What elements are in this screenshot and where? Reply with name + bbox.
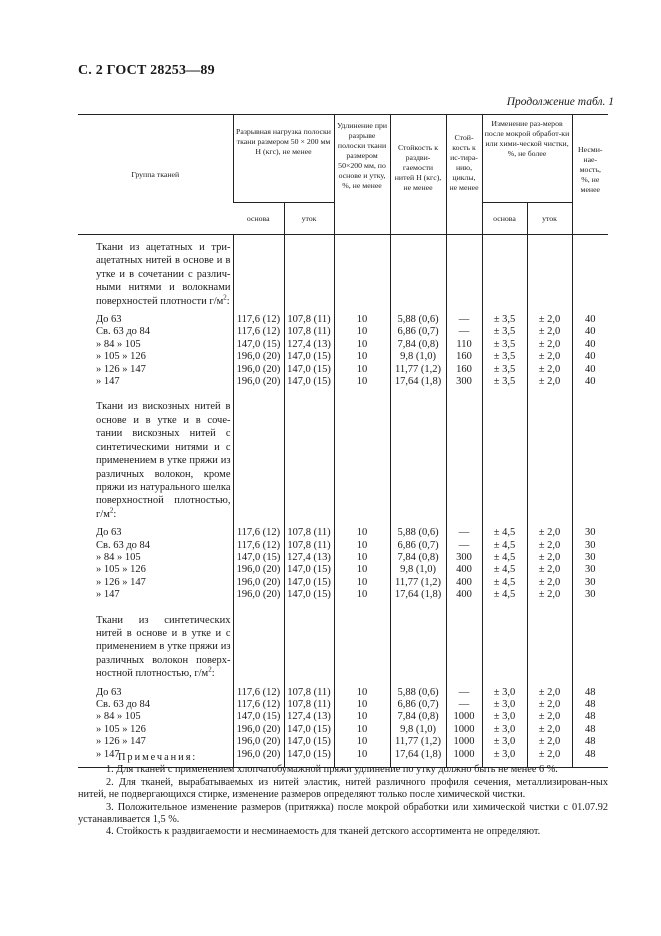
section-title-text: Ткани из ацетатных и три-ацетатных нитей в основе и в утке и в сочетании с различ-ными нитями и волокнами поверхностей плотности г/м	[96, 242, 231, 307]
table-row	[78, 724, 608, 736]
cell-elongation: 10	[334, 376, 390, 388]
cell-abrasion: 400	[446, 564, 482, 576]
cell-load-utok: 107,8 (11)	[284, 527, 334, 539]
cell-load-utok: 147,0 (15)	[284, 589, 334, 601]
cell-fray: 40	[572, 351, 608, 363]
cell-load-osnova: 117,6 (12)	[233, 540, 284, 552]
cell-slip-resistance: 6,86 (0,7)	[390, 699, 446, 711]
cell-load-utok: 107,8 (11)	[284, 687, 334, 699]
cell-elongation: 10	[334, 326, 390, 338]
empty-cell	[482, 608, 527, 687]
cell-row-group: » 105 » 126	[96, 564, 146, 576]
cell-slip-resistance: 17,64 (1,8)	[390, 749, 446, 761]
col-load-utok: уток	[284, 203, 334, 235]
cell-dim-osnova: ± 3,0	[482, 711, 527, 723]
cell-dim-osnova: ± 3,5	[482, 364, 527, 376]
cell-abrasion: —	[446, 314, 482, 326]
cell-row-group: » 147	[96, 748, 120, 760]
col-abrasion: Стой-кость к ис-тира-нию, циклы, не менее	[446, 115, 482, 235]
cell-fray: 48	[572, 711, 608, 723]
cell-elongation: 10	[334, 314, 390, 326]
cell-dim-osnova: ± 4,5	[482, 577, 527, 589]
cell-dim-utok: ± 2,0	[527, 552, 572, 564]
col-slip-resistance: Стойкость к раздви-гаемости нитей Н (кгс), не менее	[390, 115, 446, 235]
empty-cell	[527, 394, 572, 527]
cell-slip-resistance: 9,8 (1,0)	[390, 724, 446, 736]
section-title-text: Ткани из синтетических нитей в основе и в утке и с применением в утке пряжи из различных волокон поверх-ностной плотностью, г/м	[96, 614, 231, 680]
cell-dim-osnova: ± 3,5	[482, 376, 527, 388]
cell-row-group: » 105 » 126	[96, 351, 146, 363]
cell-dim-osnova: ± 4,5	[482, 589, 527, 601]
empty-cell	[482, 235, 527, 315]
cell-slip-resistance: 11,77 (1,2)	[390, 736, 446, 748]
unit-suffix: :	[211, 668, 215, 680]
cell-dim-osnova: ± 3,0	[482, 749, 527, 761]
empty-cell	[284, 608, 334, 687]
cell-dim-utok: ± 2,0	[527, 589, 572, 601]
empty-cell	[390, 235, 446, 315]
cell-load-osnova: 196,0 (20)	[233, 736, 284, 748]
cell-load-osnova: 196,0 (20)	[233, 577, 284, 589]
table-row	[78, 687, 608, 699]
empty-cell	[284, 235, 334, 315]
empty-cell	[446, 235, 482, 315]
empty-cell	[334, 608, 390, 687]
cell-abrasion: 160	[446, 364, 482, 376]
cell-row-group: » 147	[96, 376, 120, 388]
section-title	[78, 235, 233, 315]
cell-slip-resistance: 17,64 (1,8)	[390, 376, 446, 388]
col-dim-utok: уток	[527, 203, 572, 235]
table-row	[78, 314, 608, 326]
notes	[78, 752, 608, 839]
cell-abrasion: 1000	[446, 724, 482, 736]
cell-load-osnova: 196,0 (20)	[233, 376, 284, 388]
cell-fray: 48	[572, 699, 608, 711]
cell-dim-osnova: ± 4,5	[482, 540, 527, 552]
table-row	[78, 699, 608, 711]
cell-slip-resistance: 6,86 (0,7)	[390, 540, 446, 552]
cell-row-group: » 84 » 105	[96, 551, 141, 563]
cell-elongation: 10	[334, 749, 390, 761]
cell-load-osnova: 196,0 (20)	[233, 749, 284, 761]
empty-cell	[527, 235, 572, 315]
empty-cell	[390, 394, 446, 527]
cell-abrasion: —	[446, 687, 482, 699]
cell-elongation: 10	[334, 540, 390, 552]
empty-cell	[572, 235, 608, 315]
cell-dim-utok: ± 2,0	[527, 364, 572, 376]
section-row	[78, 608, 608, 687]
cell-dim-utok: ± 2,0	[527, 699, 572, 711]
table-row	[78, 564, 608, 576]
cell-fray: 30	[572, 564, 608, 576]
cell-dim-utok: ± 2,0	[527, 749, 572, 761]
cell-fray: 30	[572, 540, 608, 552]
cell-load-utok: 147,0 (15)	[284, 351, 334, 363]
cell-load-osnova: 147,0 (15)	[233, 711, 284, 723]
section-title	[78, 394, 233, 527]
cell-load-utok: 127,4 (13)	[284, 339, 334, 351]
cell-dim-osnova: ± 3,5	[482, 351, 527, 363]
table-row	[78, 326, 608, 338]
cell-dim-osnova: ± 3,0	[482, 724, 527, 736]
cell-load-utok: 147,0 (15)	[284, 364, 334, 376]
cell-dim-osnova: ± 3,0	[482, 687, 527, 699]
cell-dim-utok: ± 2,0	[527, 339, 572, 351]
section-title-text: Ткани из вискозных нитей в основе и в утке и в соче-тании вискозных нитей с синтетическими нитями и с применением в утке пряжи из различных волокон, кроме пряжи из натурального шелка поверхностной плотностью, г/м	[96, 401, 231, 520]
cell-slip-resistance: 7,84 (0,8)	[390, 552, 446, 564]
cell-fray: 40	[572, 314, 608, 326]
cell-elongation: 10	[334, 552, 390, 564]
cell-fray: 40	[572, 364, 608, 376]
cell-fray: 48	[572, 749, 608, 761]
cell-slip-resistance: 5,88 (0,6)	[390, 314, 446, 326]
cell-abrasion: 110	[446, 339, 482, 351]
cell-row-group: » 105 » 126	[96, 723, 146, 735]
cell-dim-utok: ± 2,0	[527, 711, 572, 723]
section-row	[78, 235, 608, 315]
unit-superscript: 2	[109, 506, 114, 515]
table-row	[78, 589, 608, 601]
empty-cell	[527, 608, 572, 687]
cell-load-osnova: 147,0 (15)	[233, 552, 284, 564]
unit-suffix: :	[113, 508, 117, 520]
cell-dim-utok: ± 2,0	[527, 376, 572, 388]
empty-cell	[284, 394, 334, 527]
cell-abrasion: 160	[446, 351, 482, 363]
table-row	[78, 351, 608, 363]
table-row	[78, 339, 608, 351]
note-item: 2. Для тканей, вырабатываемых из нитей эластик, нитей различного профиля сечения, металлизирован-ных нитей, не подвергающихся стирке, изменение размеров определяют только после химической чистки.	[78, 776, 608, 801]
cell-row-group: Св. 63 до 84	[96, 699, 151, 710]
col-group: Группа тканей	[78, 115, 233, 235]
page-header: С. 2 ГОСТ 28253—89	[78, 63, 215, 78]
cell-load-osnova: 117,6 (12)	[233, 699, 284, 711]
cell-slip-resistance: 11,77 (1,2)	[390, 577, 446, 589]
cell-abrasion: 1000	[446, 749, 482, 761]
cell-dim-utok: ± 2,0	[527, 687, 572, 699]
cell-slip-resistance: 11,77 (1,2)	[390, 364, 446, 376]
cell-dim-utok: ± 2,0	[527, 724, 572, 736]
table-row	[78, 577, 608, 589]
cell-load-utok: 107,8 (11)	[284, 699, 334, 711]
cell-load-utok: 107,8 (11)	[284, 540, 334, 552]
cell-abrasion: 1000	[446, 711, 482, 723]
col-breaking-load: Разрывная нагрузка полоски ткани размером 50 × 200 мм Н (кгс), не менее	[233, 115, 334, 203]
empty-cell	[482, 394, 527, 527]
cell-load-osnova: 196,0 (20)	[233, 589, 284, 601]
cell-abrasion: 300	[446, 376, 482, 388]
cell-load-utok: 147,0 (15)	[284, 724, 334, 736]
cell-elongation: 10	[334, 351, 390, 363]
cell-slip-resistance: 7,84 (0,8)	[390, 711, 446, 723]
cell-row-group: » 126 » 147	[96, 736, 146, 748]
cell-dim-utok: ± 2,0	[527, 326, 572, 338]
cell-fray: 30	[572, 552, 608, 564]
cell-dim-osnova: ± 4,5	[482, 564, 527, 576]
cell-load-osnova: 196,0 (20)	[233, 351, 284, 363]
note-item: 1. Для тканей с применением хлопчатобумажной пряжи удлинение по утку должно быть не менее 6 %.	[106, 764, 558, 776]
cell-fray: 30	[572, 577, 608, 589]
cell-fray: 48	[572, 724, 608, 736]
cell-elongation: 10	[334, 699, 390, 711]
cell-fray: 30	[572, 527, 608, 539]
cell-fray: 40	[572, 326, 608, 338]
cell-elongation: 10	[334, 577, 390, 589]
cell-load-utok: 147,0 (15)	[284, 736, 334, 748]
col-load-osnova: основа	[233, 203, 284, 235]
table-row	[78, 552, 608, 564]
cell-elongation: 10	[334, 564, 390, 576]
cell-elongation: 10	[334, 589, 390, 601]
cell-row-group: » 126 » 147	[96, 363, 146, 375]
notes-title: Примечания:	[118, 752, 198, 763]
cell-load-osnova: 117,6 (12)	[233, 687, 284, 699]
cell-elongation: 10	[334, 736, 390, 748]
cell-abrasion: 400	[446, 589, 482, 601]
cell-dim-osnova: ± 3,0	[482, 699, 527, 711]
cell-elongation: 10	[334, 711, 390, 723]
unit-superscript: 2	[223, 293, 227, 302]
cell-slip-resistance: 17,64 (1,8)	[390, 589, 446, 601]
cell-elongation: 10	[334, 527, 390, 539]
section-title	[78, 608, 233, 687]
cell-elongation: 10	[334, 687, 390, 699]
cell-load-osnova: 117,6 (12)	[233, 326, 284, 338]
table-row	[78, 736, 608, 748]
note-item: 3. Положительное изменение размеров (притяжка) после мокрой обработки или химической чистки с 01.07.92 устанавливается 1,5 %.	[78, 801, 608, 826]
cell-abrasion: —	[446, 527, 482, 539]
cell-row-group: До 63	[96, 527, 122, 539]
cell-dim-utok: ± 2,0	[527, 564, 572, 576]
cell-dim-osnova: ± 4,5	[482, 527, 527, 539]
table-row	[78, 711, 608, 723]
cell-elongation: 10	[334, 339, 390, 351]
table-row	[78, 527, 608, 539]
cell-load-osnova: 117,6 (12)	[233, 527, 284, 539]
table-row	[78, 376, 608, 388]
empty-cell	[334, 235, 390, 315]
cell-dim-osnova: ± 4,5	[482, 552, 527, 564]
cell-elongation: 10	[334, 364, 390, 376]
table-row	[78, 364, 608, 376]
cell-load-osnova: 196,0 (20)	[233, 364, 284, 376]
cell-dim-utok: ± 2,0	[527, 540, 572, 552]
col-elongation: Удлинение при разрыве полоски ткани размером 50×200 мм, по основе и утку, %, не менее	[334, 115, 390, 235]
cell-slip-resistance: 7,84 (0,8)	[390, 339, 446, 351]
cell-dim-utok: ± 2,0	[527, 351, 572, 363]
cell-load-osnova: 117,6 (12)	[233, 314, 284, 326]
cell-row-group: » 84 » 105	[96, 338, 141, 350]
cell-dim-utok: ± 2,0	[527, 314, 572, 326]
cell-load-osnova: 196,0 (20)	[233, 724, 284, 736]
table-row	[78, 540, 608, 552]
col-fray: Несми-нае-мость, %, не менее	[572, 115, 608, 235]
cell-dim-utok: ± 2,0	[527, 577, 572, 589]
cell-load-utok: 107,8 (11)	[284, 314, 334, 326]
cell-fray: 40	[572, 376, 608, 388]
col-dim-osnova: основа	[482, 203, 527, 235]
empty-cell	[572, 394, 608, 527]
cell-load-utok: 147,0 (15)	[284, 749, 334, 761]
cell-abrasion: —	[446, 699, 482, 711]
cell-dim-osnova: ± 3,5	[482, 339, 527, 351]
empty-cell	[446, 394, 482, 527]
empty-cell	[390, 608, 446, 687]
cell-row-group: Св. 63 до 84	[96, 326, 151, 338]
empty-cell	[233, 608, 284, 687]
cell-dim-osnova: ± 3,5	[482, 314, 527, 326]
cell-load-utok: 147,0 (15)	[284, 376, 334, 388]
cell-dim-utok: ± 2,0	[527, 527, 572, 539]
cell-slip-resistance: 6,86 (0,7)	[390, 326, 446, 338]
cell-fray: 40	[572, 339, 608, 351]
table-continuation-label: Продолжение табл. 1	[506, 96, 614, 108]
cell-row-group: » 147	[96, 589, 120, 601]
cell-row-group: Св. 63 до 84	[96, 539, 151, 551]
cell-elongation: 10	[334, 724, 390, 736]
cell-slip-resistance: 9,8 (1,0)	[390, 351, 446, 363]
cell-load-osnova: 147,0 (15)	[233, 339, 284, 351]
cell-load-utok: 127,4 (13)	[284, 711, 334, 723]
cell-load-utok: 127,4 (13)	[284, 552, 334, 564]
cell-abrasion: —	[446, 326, 482, 338]
cell-abrasion: 400	[446, 577, 482, 589]
cell-load-osnova: 196,0 (20)	[233, 564, 284, 576]
cell-load-utok: 107,8 (11)	[284, 326, 334, 338]
cell-dim-osnova: ± 3,5	[482, 326, 527, 338]
empty-cell	[233, 235, 284, 315]
cell-fray: 30	[572, 589, 608, 601]
cell-abrasion: 300	[446, 552, 482, 564]
cell-row-group: » 126 » 147	[96, 576, 146, 588]
section-row	[78, 394, 608, 527]
unit-suffix: :	[226, 295, 230, 307]
cell-slip-resistance: 5,88 (0,6)	[390, 527, 446, 539]
cell-abrasion: —	[446, 540, 482, 552]
cell-fray: 48	[572, 687, 608, 699]
note-item: 4. Стойкость к раздвигаемости и несминаемость для тканей детского ассортимента не определяют.	[106, 826, 541, 838]
unit-superscript: 2	[208, 665, 212, 674]
empty-cell	[572, 608, 608, 687]
cell-dim-utok: ± 2,0	[527, 736, 572, 748]
cell-load-utok: 147,0 (15)	[284, 564, 334, 576]
cell-row-group: » 84 » 105	[96, 711, 141, 723]
cell-dim-osnova: ± 3,0	[482, 736, 527, 748]
cell-fray: 48	[572, 736, 608, 748]
cell-slip-resistance: 5,88 (0,6)	[390, 687, 446, 699]
empty-cell	[233, 394, 284, 527]
cell-row-group: До 63	[96, 686, 122, 698]
cell-load-utok: 147,0 (15)	[284, 577, 334, 589]
cell-abrasion: 1000	[446, 736, 482, 748]
cell-slip-resistance: 9,8 (1,0)	[390, 564, 446, 576]
empty-cell	[446, 608, 482, 687]
empty-cell	[334, 394, 390, 527]
requirements-table	[78, 114, 608, 768]
col-dim-change: Изменение раз-меров после мокрой обработ-ки или хими-ческой чистки, %, не более	[482, 115, 572, 203]
cell-row-group: До 63	[96, 314, 122, 326]
